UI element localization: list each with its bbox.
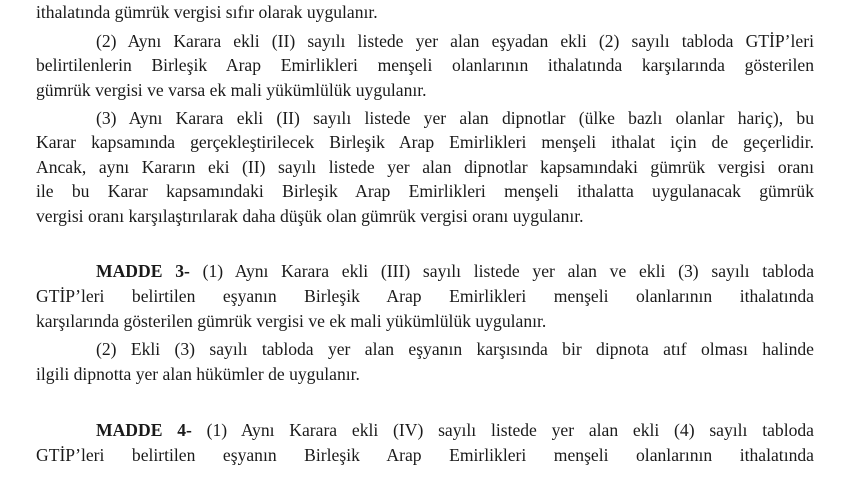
text-line: (2) Aynı Karara ekli (II) sayılı listede yer alan eşyadan ekli (2) sayılı tabloda GTİP’leri [96, 31, 814, 51]
article-4-first-line [96, 419, 814, 441]
text-line: vergisi oranı karşılaştırılarak daha düşük olan gümrük vergisi oranı uygulanır. [36, 206, 584, 226]
article-heading: MADDE 4- [96, 420, 192, 440]
text-line: GTİP’leri belirtilen eşyanın Birleşik Arap Emirlikleri menşeli olanlarının ithalatında [36, 445, 814, 465]
text-line: gümrük vergisi ve varsa ek mali yükümlülük uygulanır. [36, 80, 427, 100]
text-line: Karar kapsamında gerçekleştirilecek Birleşik Arap Emirlikleri menşeli ithalat için de geçerlidir. [36, 132, 814, 152]
text-line: ile bu Karar kapsamındaki Birleşik Arap Emirlikleri menşeli ithalatta uygulanacak gümrük [36, 181, 814, 201]
text-line: ilgili dipnotta yer alan hükümler de uygulanır. [36, 364, 360, 384]
text-line: GTİP’leri belirtilen eşyanın Birleşik Arap Emirlikleri menşeli olanlarının ithalatında [36, 286, 814, 306]
text-line: belirtilenlerin Birleşik Arap Emirlikleri menşeli olanlarının ithalatında karşılarında gösterilen [36, 55, 814, 75]
article-3-first-line [96, 260, 814, 282]
text-line: Ancak, aynı Kararın eki (II) sayılı listede yer alan dipnotlar kapsamındaki gümrük vergisi oranı [36, 157, 814, 177]
text-line: karşılarında gösterilen gümrük vergisi ve ek mali yükümlülük uygulanır. [36, 311, 547, 331]
article-heading: MADDE 3- [96, 261, 190, 281]
article-text: (1) Aynı Karara ekli (III) sayılı listede yer alan ve ekli (3) sayılı tabloda [189, 261, 815, 281]
text-line: (3) Aynı Karara ekli (II) sayılı listede yer alan dipnotlar (ülke bazlı olanlar hariç), bu [96, 108, 814, 128]
article-text: (1) Aynı Karara ekli (IV) sayılı listede yer alan ekli (4) sayılı tabloda [191, 420, 814, 440]
text-line: (2) Ekli (3) sayılı tabloda yer alan eşyanın karşısında bir dipnota atıf olması halinde [96, 339, 814, 359]
text-line: ithalatında gümrük vergisi sıfır olarak uygulanır. [36, 2, 378, 22]
